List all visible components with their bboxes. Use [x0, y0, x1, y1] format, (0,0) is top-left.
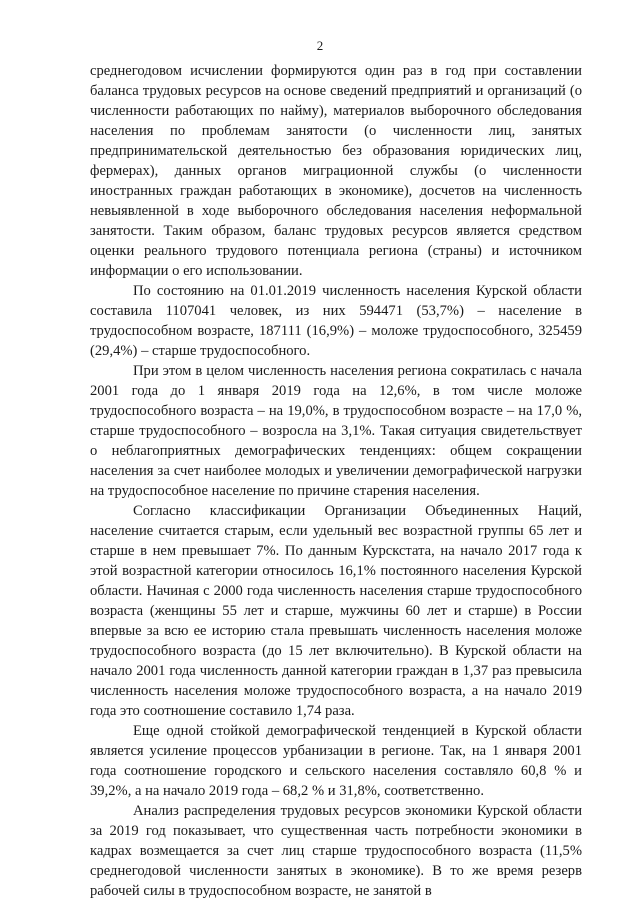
paragraph-urbanization: Еще одной стойкой демографической тенденцией в Курской области является усиление процессов урбанизации в регионе. Так, на 1 января 2001 года соотношение городского и сельского населения составляло 60,8 % и 39,2%, а на начало 2019 года – 68,2 % и 31,8%, соответственно.: [90, 723, 582, 799]
paragraph-labor-resources-analysis: Анализ распределения трудовых ресурсов экономики Курской области за 2019 год показывает, что существенная часть потребности экономики в кадрах возмещается за счет лиц старше трудоспособного возраста (11,5% среднегодовой численности занятых в экономике). В то же время резерв рабочей силы в трудоспособном возрасте, не занятой в: [90, 803, 582, 899]
paragraph-aging-population: Согласно классификации Организации Объединенных Наций, население считается старым, если удельный вес возрастной группы 65 лет и старше в нем превышает 7%. По данным Курскстата, на начало 2017 года к этой возрастной категории относилось 16,1% постоянного населения Курской области. Начиная с 2000 года численность населения старше трудоспособного возраста (женщины 55 лет и старше, мужчины 60 лет и старше) в России впервые за всю ее историю стала превышать численность населения моложе трудоспособного возраста (до 15 лет включительно). В Курской области на начало 2001 года численность данной категории граждан в 1,37 раз превысила численность населения моложе трудоспособного возраста, а на начало 2019 года это соотношение составило 1,74 раза.: [90, 503, 582, 719]
document-body: [90, 61, 582, 901]
paragraph-population-decline: При этом в целом численность населения региона сократилась с начала 2001 года до 1 января 2019 года на 12,6%, в том числе моложе трудоспособного возраста – на 19,0%, в трудоспособном возрасте – на 17,0 %, старше трудоспособного – возросла на 3,1%. Такая ситуация свидетельствует о неблагоприятных демографических тенденциях: общем сокращении населения за счет наиболее молодых и увеличении демографической нагрузки на трудоспособное население по причине старения населения.: [90, 363, 582, 499]
page-number: 2: [316, 38, 324, 53]
paragraph-labor-balance-continued: среднегодовом исчислении формируются один раз в год при составлении баланса трудовых ресурсов на основе сведений предприятий и организаций (о численности работающих по найму), материалов выборочного обследования населения по проблемам занятости (о численности лиц, занятых предпринимательской деятельностью без образования юридических лиц, фермерах), данных органов миграционной службы (о численности иностранных граждан работающих в экономике), досчетов на численность невыявленной в ходе выборочного обследования населения неформальной занятости. Таким образом, баланс трудовых ресурсов является средством оценки реального трудового потенциала региона (страны) и источником информации о его использовании.: [90, 63, 582, 279]
paragraph-population-2019: По состоянию на 01.01.2019 численность населения Курской области составила 1107041 человек, из них 594471 (53,7%) – население в трудоспособном возрасте, 187111 (16,9%) – моложе трудоспособного, 325459 (29,4%) – старше трудоспособного.: [90, 283, 582, 359]
